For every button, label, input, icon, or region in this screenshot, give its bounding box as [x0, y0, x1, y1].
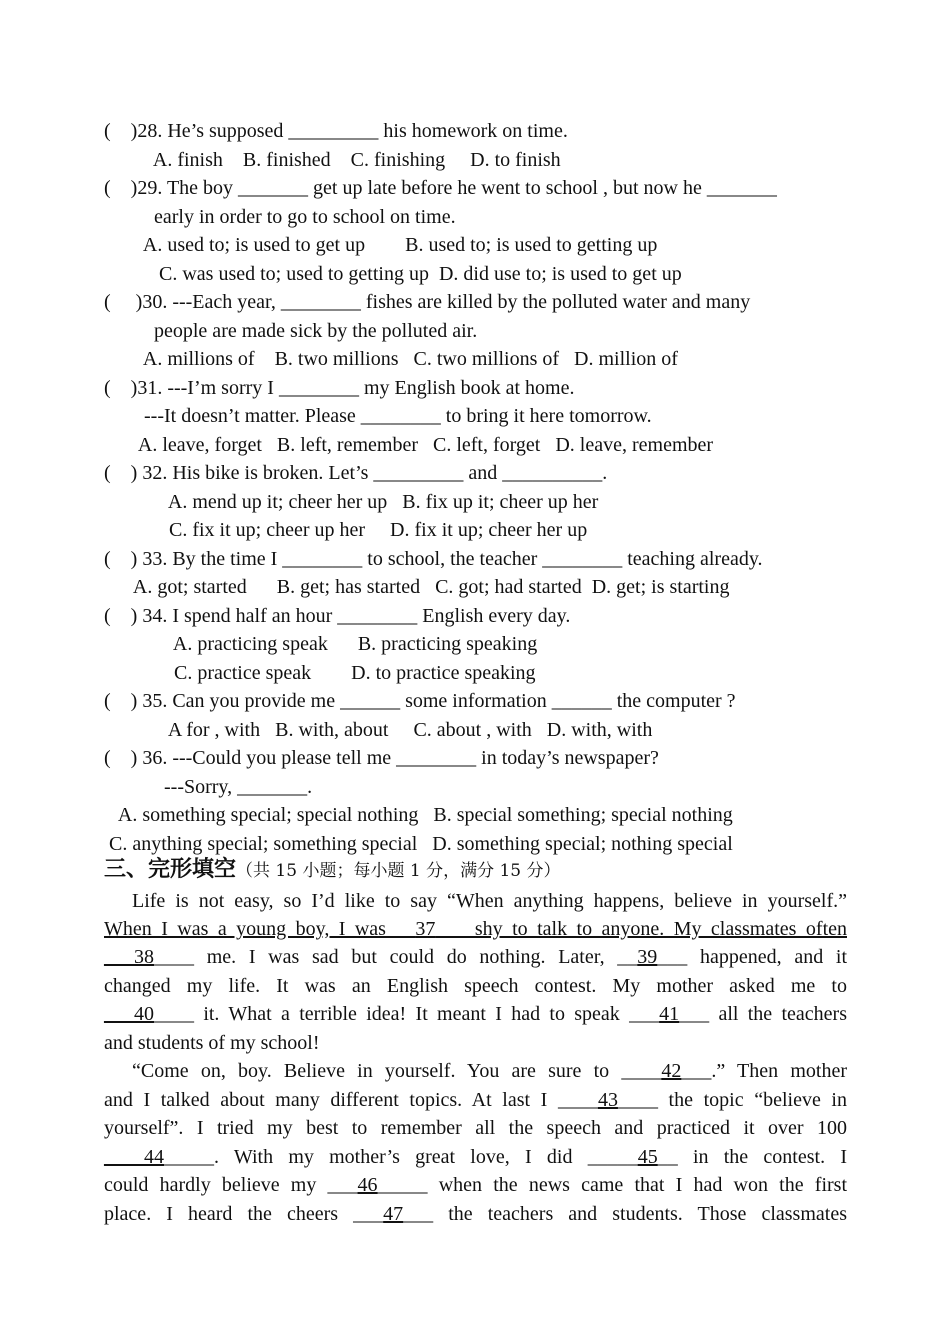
passage-text: ____ me. I was sad but could do nothing. Later, __: [154, 946, 638, 968]
passage-text: ____ it. What a terrible idea! It meant I had to speak ___: [154, 1003, 660, 1025]
blank-41: 41: [659, 1003, 680, 1025]
blank-46: 46: [357, 1174, 378, 1196]
q34-options-cd: C. practice speak D. to practice speaking: [104, 662, 536, 684]
q29-stem: ( )29. The boy _______ get up late before he went to school , but now he _______: [104, 177, 777, 199]
section-heading: [104, 856, 847, 885]
passage-text: place. I heard the cheers ___: [104, 1203, 384, 1225]
q32-stem: ( ) 32. His bike is broken. Let’s _________ and __________.: [104, 462, 608, 484]
passage-text: ___ shy to talk to anyone. My classmates often: [435, 918, 847, 940]
passage-text: ___: [104, 1003, 134, 1025]
passage-line-2: [104, 915, 847, 943]
passage-text: ___ all the teachers: [679, 1003, 847, 1025]
q32-options-ab: A. mend up it; cheer her up B. fix up it; cheer up her: [104, 491, 599, 513]
passage-line-11: [104, 1171, 847, 1199]
blank-39: 39: [637, 946, 658, 968]
blank-47: 47: [383, 1203, 404, 1225]
passage-line-7: [132, 1057, 847, 1085]
q28-options: A. finish B. finished C. finishing D. to finish: [104, 149, 561, 171]
passage-text: could hardly believe my ___: [104, 1174, 358, 1196]
passage-text: ____ the topic “believe in: [617, 1089, 847, 1111]
q36-options-ab: A. something special; special nothing B. special something; special nothing: [104, 804, 733, 826]
blank-44: 44: [144, 1146, 164, 1168]
q32-options-cd: C. fix it up; cheer up her D. fix it up; cheer her up: [104, 519, 588, 541]
q28-stem: ( )28. He’s supposed _________ his homework on time.: [104, 120, 568, 142]
passage-line-5: [104, 1000, 847, 1028]
blank-43: 43: [597, 1089, 618, 1111]
q31-options: A. leave, forget B. left, remember C. left, forget D. leave, remember: [104, 434, 714, 456]
passage-line-3: [104, 943, 847, 971]
blank-45: 45: [637, 1146, 658, 1168]
passage-text: and I talked about many different topics. At last I ____: [104, 1089, 598, 1111]
q31-reply: ---It doesn’t matter. Please ________ to bring it here tomorrow.: [104, 405, 652, 427]
passage-text: “Come on, boy. Believe in yourself. You are sure to ____: [132, 1060, 662, 1082]
q35-stem: ( ) 35. Can you provide me ______ some information ______ the computer ?: [104, 690, 736, 712]
passage-line-9: yourself”. I tried my best to remember all the speech and practiced it over 100: [104, 1117, 847, 1139]
passage-line-10: [104, 1143, 847, 1171]
passage-text: ___ the teachers and students. Those classmates: [403, 1203, 847, 1225]
q36-stem: ( ) 36. ---Could you please tell me ________ in today’s newspaper?: [104, 747, 659, 769]
passage-text: __ in the contest. I: [657, 1146, 847, 1168]
q36-reply: ---Sorry, _______.: [104, 776, 313, 798]
section-note: （共 15 小题；每小题 1 分，满分 15 分）: [236, 861, 561, 881]
passage-text: When I was a young boy, I was __: [104, 918, 416, 940]
section-title: 三、完形填空: [104, 857, 237, 882]
passage-text: ___: [104, 946, 134, 968]
passage-line-12: [104, 1200, 847, 1228]
passage-line-6: and students of my school!: [104, 1032, 320, 1054]
blank-40: 40: [134, 1003, 154, 1025]
q29-options-cd: C. was used to; used to getting up D. did use to; is used to get up: [104, 263, 682, 285]
passage-line-1: Life is not easy, so I’d like to say “When anything happens, believe in yourself.”: [132, 890, 847, 912]
q34-stem: ( ) 34. I spend half an hour ________ English every day.: [104, 605, 571, 627]
q31-stem: ( )31. ---I’m sorry I ________ my English book at home.: [104, 377, 575, 399]
q33-stem: ( ) 33. By the time I ________ to school, the teacher ________ teaching already.: [104, 548, 763, 570]
q29-stem-cont: early in order to go to school on time.: [104, 206, 456, 228]
q35-options: A for , with B. with, about C. about , with D. with, with: [104, 719, 653, 741]
q30-options: A. millions of B. two millions C. two millions of D. million of: [104, 348, 678, 370]
blank-38: 38: [134, 946, 154, 968]
q29-options-ab: A. used to; is used to get up B. used to; is used to getting up: [104, 234, 658, 256]
blank-37: 37: [415, 918, 436, 940]
passage-text: ____: [104, 1146, 144, 1168]
passage-text: ___.” Then mother: [681, 1060, 847, 1082]
passage-text: ___ happened, and it: [657, 946, 847, 968]
q33-options: A. got; started B. get; has started C. got; had started D. get; is starting: [104, 576, 730, 598]
q34-options-ab: A. practicing speak B. practicing speaking: [104, 633, 538, 655]
passage-line-4: changed my life. It was an English speech contest. My mother asked me to: [104, 975, 847, 997]
blank-42: 42: [661, 1060, 682, 1082]
passage-text: _____. With my mother’s great love, I did _____: [164, 1146, 638, 1168]
q30-stem-cont: people are made sick by the polluted air.: [104, 320, 478, 342]
passage-line-8: [104, 1086, 847, 1114]
q30-stem: ( )30. ---Each year, ________ fishes are killed by the polluted water and many: [104, 291, 751, 313]
q36-options-cd: C. anything special; something special D. something special; nothing special: [104, 833, 733, 855]
passage-text: _____ when the news came that I had won the first: [377, 1174, 847, 1196]
